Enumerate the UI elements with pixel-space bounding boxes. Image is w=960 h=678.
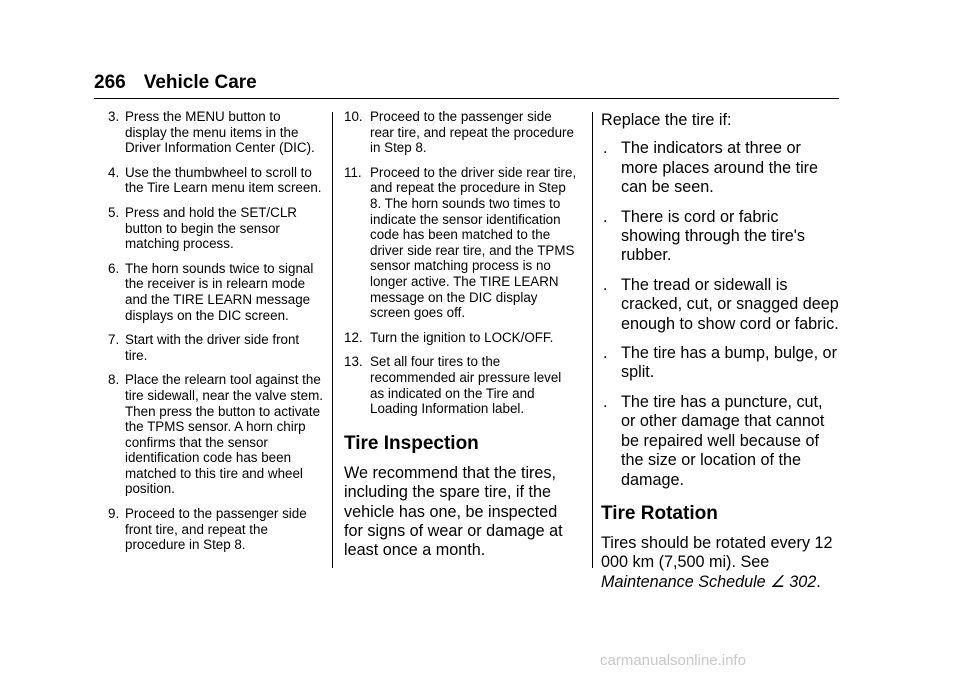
step-7 [108, 332, 323, 363]
step-number: 11. [344, 164, 362, 180]
bullet-item [601, 393, 841, 490]
tire-inspection-heading: Tire Inspection [344, 432, 479, 454]
step-5 [108, 205, 323, 252]
column-divider-left [332, 112, 333, 568]
bullet-item [601, 208, 841, 266]
bullet-text: The tread or sidewall is cracked, cut, or snagged deep enough to show cord or fabric. [621, 275, 839, 333]
bullet-text: The indicators at three or more places around the tire can be seen. [621, 139, 819, 197]
bullet-dot: . [603, 275, 608, 294]
rotation-text: Tires should be rotated every 12 000 km (7,500 mi). See [601, 533, 833, 572]
tire-inspection-paragraph: We recommend that the tires, including the spare tire, if the vehicle has one, be inspected for signs of wear or damage at least once a month. [344, 463, 563, 560]
step-number: 5. [108, 204, 120, 220]
step-12 [344, 330, 578, 346]
bullet-dot: . [603, 344, 608, 363]
tire-rotation-heading: Tire Rotation [601, 502, 718, 524]
bullet-item [601, 344, 841, 383]
step-3 [108, 109, 323, 156]
step-text: Proceed to the passenger side front tire, and repeat the procedure in Step 8. [125, 506, 307, 553]
bullet-item [601, 139, 841, 197]
step-4 [108, 165, 323, 196]
step-text: Press the MENU button to display the menu items in the Driver Information Center (DIC). [125, 109, 315, 156]
header-rule [94, 98, 839, 99]
column-1 [108, 109, 323, 562]
step-number: 4. [108, 164, 120, 180]
step-number: 8. [108, 372, 120, 388]
step-13 [344, 354, 578, 416]
column-2 [344, 109, 578, 561]
bullet-dot: . [603, 207, 608, 226]
maintenance-schedule-link[interactable] [601, 573, 816, 591]
step-number: 13. [344, 354, 363, 370]
bullet-text: There is cord or fabric showing through the tire's rubber. [621, 207, 805, 265]
reference-page: 302 [789, 572, 817, 591]
step-text: Place the relearn tool against the tire sidewall, near the valve stem. Then press the button to activate the TPMS sensor. A horn chirp confirms that the sensor identification code has been matched to this tire and wheel position. [125, 372, 323, 497]
bullet-text: The tire has a bump, bulge, or split. [621, 344, 837, 382]
bullet-dot: . [603, 139, 608, 158]
step-text: Use the thumbwheel to scroll to the Tire Learn menu item screen. [125, 164, 322, 196]
step-text: Set all four tires to the recommended air pressure level as indicated on the Tire and Loading Information label. [370, 354, 562, 417]
step-9 [108, 506, 323, 553]
step-text: Proceed to the passenger side rear tire, and repeat the procedure in Step 8. [370, 109, 574, 156]
rotation-text-end: . [816, 572, 821, 591]
page-header [94, 72, 257, 94]
tire-rotation-paragraph [601, 534, 841, 592]
step-number: 3. [108, 109, 120, 124]
step-8 [108, 372, 323, 497]
step-text: The horn sounds twice to signal the receiver is in relearn mode and the TIRE LEARN message displays on the DIC screen. [125, 260, 314, 323]
page-reference-arrow-icon: ∠ [770, 572, 785, 591]
step-text: Start with the driver side front tire. [125, 332, 300, 363]
replace-tire-intro: Replace the tire if: [601, 111, 732, 129]
step-10 [344, 109, 578, 156]
step-number: 6. [108, 260, 120, 276]
page-number: 266 [94, 72, 126, 93]
step-number: 12. [344, 329, 363, 345]
step-text: Turn the ignition to LOCK/OFF. [370, 329, 554, 345]
section-title: Vehicle Care [143, 72, 257, 93]
reference-text: Maintenance Schedule [601, 572, 766, 591]
column-3 [601, 109, 841, 592]
step-text: Proceed to the driver side rear tire, and repeat the procedure in Step 8. The horn sounds two times to indicate the sensor identification code has been matched to the driver side rear tire, and the TPMS sensor matching process is no longer active. The TIRE LEARN message on the DIC display screen goes off. [370, 164, 577, 321]
bullet-text: The tire has a puncture, cut, or other damage that cannot be repaired well because of the size or location of the damage. [621, 392, 825, 489]
step-number: 9. [108, 506, 120, 522]
column-divider-right [592, 112, 593, 568]
step-11 [344, 165, 578, 321]
step-text: Press and hold the SET/CLR button to begin the sensor matching process. [125, 204, 297, 252]
watermark: carmanualsonline.info [600, 652, 746, 669]
step-number: 7. [108, 332, 120, 348]
bullet-item [601, 276, 841, 334]
step-number: 10. [344, 109, 363, 124]
step-6 [108, 261, 323, 323]
bullet-dot: . [603, 392, 608, 411]
